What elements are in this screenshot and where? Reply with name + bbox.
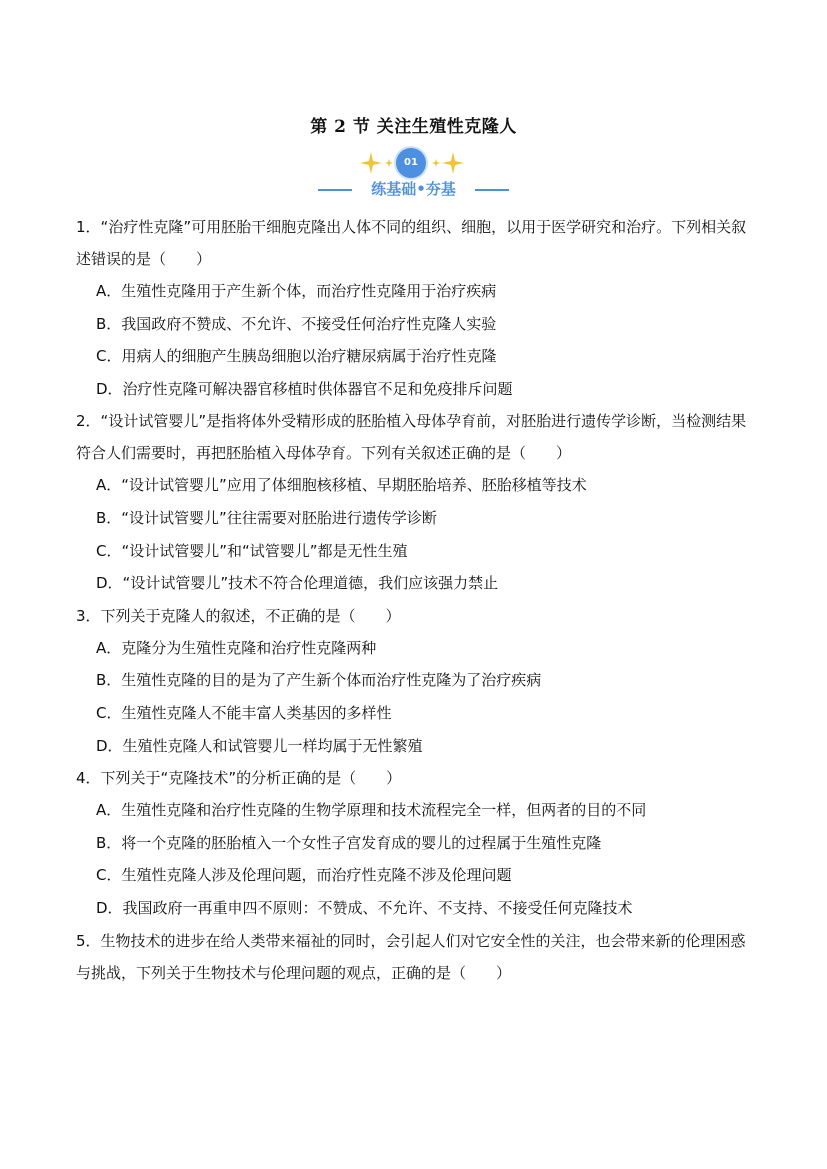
question-option: C．“设计试管婴儿”和“试管婴儿”都是无性生殖 bbox=[96, 541, 408, 560]
badge-number: 01 bbox=[396, 148, 426, 178]
question bbox=[76, 211, 756, 405]
sparkle-icon bbox=[385, 159, 393, 167]
question-stem: 4．下列关于“克隆技术”的分析正确的是（ ） bbox=[76, 769, 402, 788]
section-badge bbox=[0, 144, 827, 202]
question bbox=[76, 762, 756, 924]
question-option: C．用病人的细胞产生胰岛细胞以治疗糖尿病属于治疗性克隆 bbox=[96, 347, 497, 366]
question bbox=[76, 600, 756, 762]
badge-divider bbox=[475, 189, 509, 191]
question-stem: 3．下列关于克隆人的叙述，不正确的是（ ） bbox=[76, 606, 401, 625]
question-option: B．“设计试管婴儿”往往需要对胚胎进行遗传学诊断 bbox=[96, 508, 437, 527]
question-stem: 5．生物技术的进步在给人类带来福祉的同时，会引起人们对它安全性的关注，也会带来新的伦理困惑与挑战，下列关于生物技术与伦理问题的观点，正确的是（ ） bbox=[76, 931, 746, 982]
question-option: B．我国政府不赞成、不允许、不接受任何治疗性克隆人实验 bbox=[96, 314, 497, 333]
question-option: C．生殖性克隆人不能丰富人类基因的多样性 bbox=[96, 703, 392, 722]
question-option: A．克隆分为生殖性克隆和治疗性克隆两种 bbox=[96, 638, 377, 657]
page-title: 第 2 节 关注生殖性克隆人 bbox=[310, 117, 517, 137]
question bbox=[76, 405, 756, 599]
question-option: D．生殖性克隆人和试管婴儿一样均属于无性繁殖 bbox=[96, 736, 423, 755]
question-option: B．将一个克隆的胚胎植入一个女性子宫发育成的婴儿的过程属于生殖性克隆 bbox=[96, 833, 602, 852]
question-option: D．我国政府一再重申四不原则：不赞成、不允许、不支持、不接受任何克隆技术 bbox=[96, 898, 633, 917]
question-option: A．生殖性克隆和治疗性克隆的生物学原理和技术流程完全一样，但两者的目的不同 bbox=[96, 801, 647, 820]
question bbox=[76, 925, 756, 989]
question-option: D．“设计试管婴儿”技术不符合伦理道德，我们应该强力禁止 bbox=[96, 574, 499, 593]
question-option: A．“设计试管婴儿”应用了体细胞核移植、早期胚胎培养、胚胎移植等技术 bbox=[96, 476, 587, 495]
question-list bbox=[76, 211, 756, 989]
question-option: D．治疗性克隆可解决器官移植时供体器官不足和免疫排斥问题 bbox=[96, 379, 513, 398]
question-option: B．生殖性克隆的目的是为了产生新个体而治疗性克隆为了治疗疾病 bbox=[96, 671, 542, 690]
badge-caption: 练基础•夯基 bbox=[371, 180, 456, 198]
sparkle-icon bbox=[360, 152, 382, 174]
question-stem: 2．“设计试管婴儿”是指将体外受精形成的胚胎植入母体孕育前，对胚胎进行遗传学诊断，当检测结果符合人们需要时，再把胚胎植入母体孕育。下列有关叙述正确的是（ ） bbox=[76, 412, 747, 463]
sparkle-icon bbox=[442, 152, 464, 174]
question-option: C．生殖性克隆人涉及伦理问题，而治疗性克隆不涉及伦理问题 bbox=[96, 866, 512, 885]
question-stem: 1．“治疗性克隆”可用胚胎干细胞克隆出人体不同的组织、细胞，以用于医学研究和治疗。下列相关叙述错误的是（ ） bbox=[76, 218, 747, 268]
question-option: A．生殖性克隆用于产生新个体，而治疗性克隆用于治疗疾病 bbox=[96, 282, 497, 300]
sparkle-icon bbox=[432, 159, 440, 167]
